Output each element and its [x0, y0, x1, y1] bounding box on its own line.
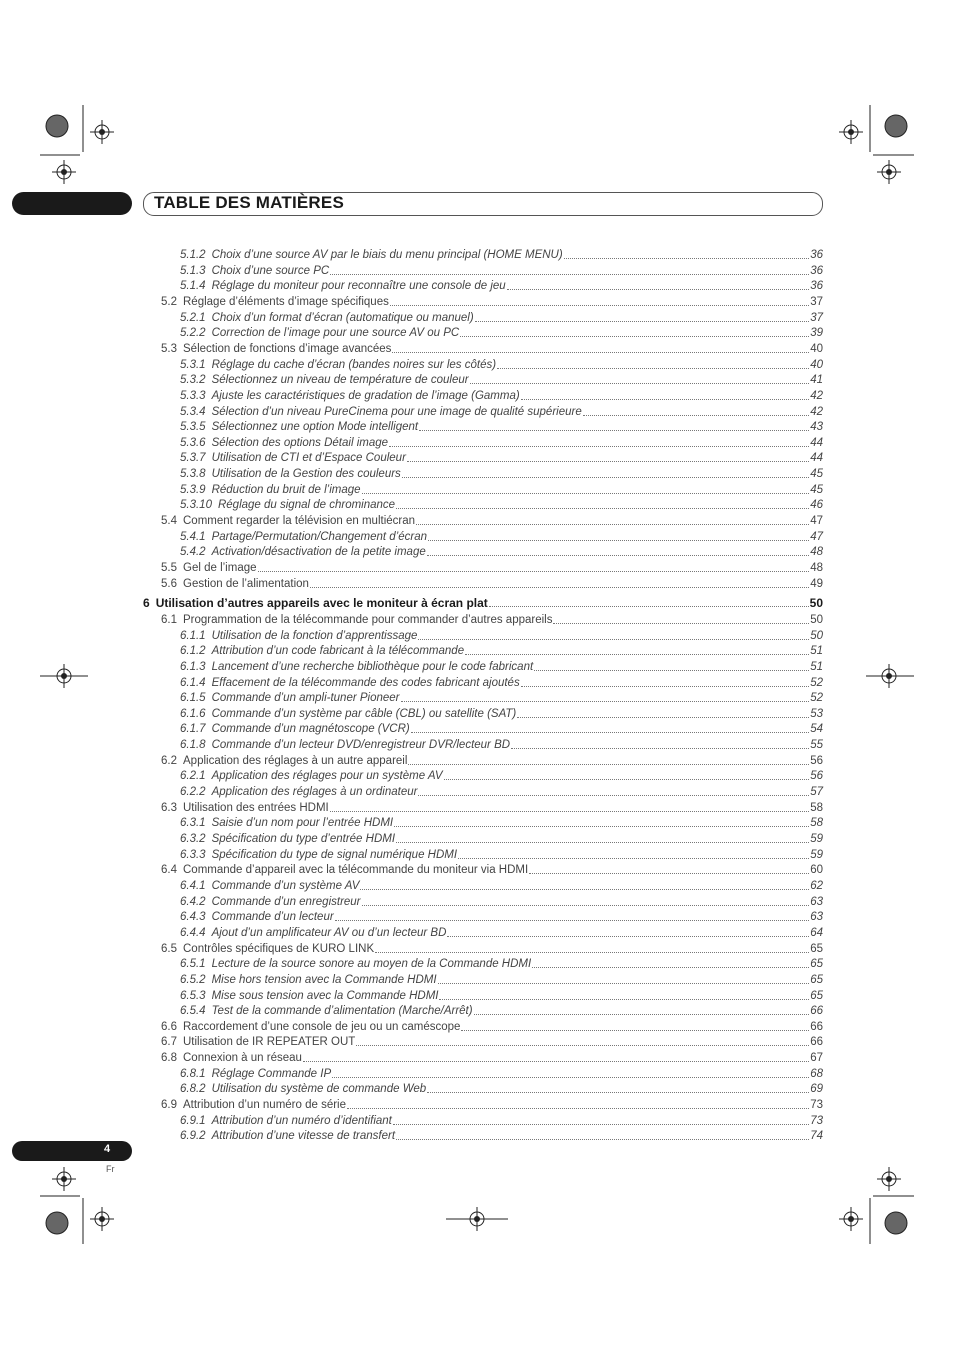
toc-entry-title: Commande d’appareil avec la télécommande du moniteur via HDMI [183, 864, 529, 876]
dot-leader [511, 738, 809, 749]
dot-leader [407, 451, 809, 462]
toc-entry-number: 5.2 [161, 296, 177, 308]
toc-entry-page: 55 [810, 739, 823, 751]
toc-entry [180, 785, 823, 800]
toc-entry-page: 58 [810, 802, 823, 814]
toc-entry-page: 73 [810, 1099, 823, 1111]
toc-entry [161, 1020, 823, 1035]
toc-entry-title: Effacement de la télécommande des codes fabricant ajoutés [211, 677, 520, 689]
toc-entry [180, 279, 823, 294]
dot-leader [401, 691, 810, 702]
toc-entry-title: Attribution d’un code fabricant à la télécommande [211, 645, 465, 657]
toc-entry-page: 37 [810, 312, 823, 324]
toc-entry-title: Utilisation du système de commande Web [211, 1083, 427, 1095]
toc-entry-title: Commande d’un enregistreur [211, 896, 361, 908]
toc-entry-title: Commande d’un ampli-tuner Pioneer [211, 692, 400, 704]
dot-leader [427, 545, 809, 556]
toc-entry-page: 63 [810, 911, 823, 923]
toc-entry [180, 1004, 823, 1019]
toc-entry-title: Mise sous tension avec la Commande HDMI [211, 990, 439, 1002]
page-title: TABLE DES MATIÈRES [154, 193, 344, 212]
toc-entry [180, 436, 823, 451]
toc-entry-title: Ajout d’un amplificateur AV ou d’un lecteur BD [211, 927, 447, 939]
toc-entry-number: 6.9.2 [180, 1130, 206, 1142]
toc-entry-title: Ajuste les caractéristiques de gradation de l’image (Gamma) [211, 390, 520, 402]
toc-entry [180, 373, 823, 388]
toc-entry [180, 498, 823, 513]
toc-entry-title: Réglage du moniteur pour reconnaître une console de jeu [211, 280, 506, 292]
dot-leader [396, 832, 809, 843]
dot-leader [402, 467, 809, 478]
toc-entry [161, 577, 823, 592]
dot-leader [347, 1098, 809, 1109]
toc-entry-title: Utilisation d’autres appareils avec le moniteur à écran plat [155, 596, 488, 610]
toc-entry-page: 56 [810, 755, 823, 767]
toc-entry-page: 40 [810, 343, 823, 355]
dot-leader [439, 989, 809, 1000]
dot-leader [489, 596, 809, 607]
toc-entry-page: 42 [810, 390, 823, 402]
toc-entry [161, 613, 823, 628]
toc-entry-page: 54 [810, 723, 823, 735]
toc-entry [161, 801, 823, 816]
dot-leader [396, 1129, 809, 1140]
dot-leader [258, 561, 810, 572]
toc-entry-page: 60 [810, 864, 823, 876]
toc-entry-page: 67 [810, 1052, 823, 1064]
toc-entry-page: 48 [810, 546, 823, 558]
toc-entry-title: Connexion à un réseau [183, 1052, 302, 1064]
toc-entry-page: 65 [810, 974, 823, 986]
dot-leader [532, 957, 809, 968]
toc-entry-number: 5.4.1 [180, 531, 206, 543]
toc-entry [180, 358, 823, 373]
toc-entry-number: 6.3.2 [180, 833, 206, 845]
toc-entry-title: Commande d’un système AV [211, 880, 360, 892]
dot-leader [497, 358, 809, 369]
toc-entry-title: Sélectionnez un niveau de température de couleur [211, 374, 469, 386]
dot-leader [465, 644, 809, 655]
dot-leader [427, 1082, 809, 1093]
toc-entry-number: 5.2.2 [180, 327, 206, 339]
toc-entry [180, 926, 823, 941]
dot-leader [418, 629, 809, 640]
toc-entry-title: Correction de l’image pour une source AV ou PC [211, 327, 460, 339]
dot-leader [394, 816, 809, 827]
toc-entry [161, 1051, 823, 1066]
toc-entry-page: 62 [810, 880, 823, 892]
dot-leader [507, 279, 810, 290]
toc-entry [180, 483, 823, 498]
dot-leader [438, 973, 810, 984]
toc-entry-number: 6.1.1 [180, 630, 206, 642]
toc-entry-page: 59 [810, 849, 823, 861]
toc-entry-page: 44 [810, 452, 823, 464]
toc-entry-number: 5.3.2 [180, 374, 206, 386]
toc-entry-number: 6.1.7 [180, 723, 206, 735]
toc-entry [161, 754, 823, 769]
toc-entry [143, 596, 823, 611]
toc-entry [161, 1035, 823, 1050]
toc-entry-title: Spécification du type d’entrée HDMI [211, 833, 396, 845]
toc-entry [180, 879, 823, 894]
toc-entry-title: Comment regarder la télévision en multiécran [183, 515, 416, 527]
dot-leader [396, 498, 809, 509]
toc-entry-title: Sélection des options Détail image [211, 437, 389, 449]
toc-entry-number: 6.2.1 [180, 770, 206, 782]
toc-entry-page: 52 [810, 692, 823, 704]
toc-entry [180, 629, 823, 644]
toc-entry-page: 65 [810, 990, 823, 1002]
toc-entry-number: 6.3.3 [180, 849, 206, 861]
toc-entry-title: Application des réglages pour un système AV [211, 770, 443, 782]
toc-entry [180, 832, 823, 847]
dot-leader [416, 514, 809, 525]
toc-entry-number: 6.8 [161, 1052, 177, 1064]
toc-entry-page: 45 [810, 484, 823, 496]
dot-leader [475, 311, 810, 322]
toc-entry-number: 6.3.1 [180, 817, 206, 829]
toc-entry [180, 1082, 823, 1097]
toc-entry-title: Sélection d’un niveau PureCinema pour une image de qualité supérieure [211, 406, 582, 418]
toc-entry [180, 405, 823, 420]
toc-entry-number: 6.1.4 [180, 677, 206, 689]
toc-entry [180, 816, 823, 831]
toc-entry [161, 863, 823, 878]
toc-entry-number: 6.5.2 [180, 974, 206, 986]
toc-entry-number: 6.8.2 [180, 1083, 206, 1095]
toc-entry [180, 738, 823, 753]
toc-entry [180, 691, 823, 706]
toc-entry [180, 644, 823, 659]
dot-leader [330, 264, 809, 275]
toc-entry-number: 6.5.1 [180, 958, 206, 970]
toc-entry [180, 910, 823, 925]
toc-entry-page: 44 [810, 437, 823, 449]
toc-entry [180, 530, 823, 545]
toc-entry-title: Sélection de fonctions d’image avancées [183, 343, 392, 355]
toc-entry-page: 47 [810, 531, 823, 543]
toc-entry-number: 5.3.1 [180, 359, 206, 371]
dot-leader [553, 613, 809, 624]
toc-entry-number: 6.8.1 [180, 1068, 206, 1080]
dot-leader [447, 926, 809, 937]
toc-entry-title: Programmation de la télécommande pour commander d’autres appareils [183, 614, 553, 626]
toc-entry-title: Attribution d’un numéro d’identifiant [211, 1115, 392, 1127]
dot-leader [362, 895, 810, 906]
toc-entry-page: 36 [810, 280, 823, 292]
toc-entry-page: 66 [810, 1005, 823, 1017]
toc-entry-title: Réglage du signal de chrominance [217, 499, 396, 511]
dot-leader [458, 848, 809, 859]
toc-entry-number: 5.3.5 [180, 421, 206, 433]
toc-entry [180, 264, 823, 279]
toc-entry [180, 1114, 823, 1129]
dot-leader [392, 342, 809, 353]
dot-leader [362, 483, 810, 494]
toc-entry [161, 295, 823, 310]
toc-entry [180, 957, 823, 972]
toc-entry-number: 5.3.4 [180, 406, 206, 418]
toc-entry-title: Utilisation de la fonction d’apprentissage [211, 630, 418, 642]
toc-entry-page: 56 [810, 770, 823, 782]
toc-entry-page: 52 [810, 677, 823, 689]
toc-entry-title: Gestion de l’alimentation [183, 578, 309, 590]
dot-leader [534, 660, 809, 671]
toc-entry-number: 5.6 [161, 578, 177, 590]
toc-entry-number: 6.1.6 [180, 708, 206, 720]
toc-entry-page: 40 [810, 359, 823, 371]
toc-entry-page: 59 [810, 833, 823, 845]
toc-entry-title: Test de la commande d’alimentation (Marche/Arrêt) [211, 1005, 473, 1017]
dot-leader [460, 326, 809, 337]
toc-entry-number: 6.4.1 [180, 880, 206, 892]
toc-entry-title: Raccordement d’une console de jeu ou un caméscope [183, 1021, 461, 1033]
toc-entry-title: Saisie d’un nom pour l’entrée HDMI [211, 817, 394, 829]
toc-entry-number: 6 [143, 596, 150, 610]
toc-entry-number: 5.3.7 [180, 452, 206, 464]
toc-entry [180, 895, 823, 910]
toc-entry-number: 5.3 [161, 343, 177, 355]
toc-entry [180, 722, 823, 737]
toc-entry-number: 6.1.8 [180, 739, 206, 751]
toc-entry-page: 50 [810, 630, 823, 642]
toc-entry-page: 65 [810, 943, 823, 955]
toc-entry-page: 68 [810, 1068, 823, 1080]
toc-entry-title: Lecture de la source sonore au moyen de la Commande HDMI [211, 958, 532, 970]
toc-entry-page: 42 [810, 406, 823, 418]
toc-entry-number: 5.3.9 [180, 484, 206, 496]
toc-entry-page: 57 [810, 786, 823, 798]
dot-leader [332, 1067, 809, 1078]
toc-entry-title: Utilisation de la Gestion des couleurs [211, 468, 401, 480]
toc-entry-number: 5.3.8 [180, 468, 206, 480]
toc-entry-page: 50 [810, 614, 823, 626]
toc-entry-number: 5.1.3 [180, 265, 206, 277]
toc-entry-number: 6.5.3 [180, 990, 206, 1002]
toc-entry-title: Lancement d’une recherche bibliothèque pour le code fabricant [211, 661, 534, 673]
dot-leader [393, 1114, 809, 1125]
toc-entry-number: 5.2.1 [180, 312, 206, 324]
header-tab [12, 192, 132, 215]
page-number: 4 [104, 1143, 111, 1155]
toc-entry [161, 942, 823, 957]
toc-entry-number: 6.6 [161, 1021, 177, 1033]
dot-leader [408, 754, 809, 765]
toc-entry-title: Attribution d’un numéro de série [183, 1099, 347, 1111]
toc-entry-title: Contrôles spécifiques de KURO LINK [183, 943, 375, 955]
dot-leader [335, 910, 810, 921]
toc-entry [180, 467, 823, 482]
toc-entry [180, 660, 823, 675]
dot-leader [389, 436, 809, 447]
toc-entry [180, 389, 823, 404]
toc-entry-title: Commande d’un lecteur [211, 911, 334, 923]
language-code: Fr [106, 1164, 115, 1174]
toc-entry [180, 989, 823, 1004]
toc-entry-page: 45 [810, 468, 823, 480]
toc-entry-page: 49 [810, 578, 823, 590]
toc-entry [180, 769, 823, 784]
toc-entry-page: 51 [810, 661, 823, 673]
toc-entry-title: Gel de l’image [183, 562, 257, 574]
toc-entry-title: Utilisation des entrées HDMI [183, 802, 329, 814]
page-number-tab [12, 1141, 132, 1161]
toc-entry-title: Sélectionnez une option Mode intelligent [211, 421, 419, 433]
dot-leader [310, 577, 809, 588]
toc-entry [180, 420, 823, 435]
toc-entry [180, 1129, 823, 1144]
toc-entry [180, 707, 823, 722]
toc-entry-title: Activation/désactivation de la petite image [211, 546, 426, 558]
dot-leader [529, 863, 809, 874]
toc-entry-number: 6.2 [161, 755, 177, 767]
toc-entry [180, 311, 823, 326]
toc-entry-title: Commande d’un magnétoscope (VCR) [211, 723, 410, 735]
toc-entry-title: Application des réglages à un ordinateur [211, 786, 418, 798]
toc-entry-page: 46 [810, 499, 823, 511]
toc-entry-number: 6.5.4 [180, 1005, 206, 1017]
toc-entry-number: 6.7 [161, 1036, 177, 1048]
toc-entry-page: 53 [810, 708, 823, 720]
toc-entry-page: 50 [809, 596, 823, 610]
toc-entry-title: Commande d’un lecteur DVD/enregistreur DVR/lecteur BD [211, 739, 511, 751]
toc-entry-page: 37 [810, 296, 823, 308]
toc-entry [180, 545, 823, 560]
toc-entry-number: 5.5 [161, 562, 177, 574]
toc-entry-title: Réglage du cache d’écran (bandes noires sur les côtés) [211, 359, 497, 371]
toc-entry [161, 514, 823, 529]
dot-leader [474, 1004, 810, 1015]
dot-leader [521, 389, 810, 400]
dot-leader [390, 295, 809, 306]
toc-entry-number: 6.4.3 [180, 911, 206, 923]
toc-entry-page: 48 [810, 562, 823, 574]
toc-entry-number: 5.3.3 [180, 390, 206, 402]
toc-entry [180, 973, 823, 988]
toc-entry-page: 43 [810, 421, 823, 433]
dot-leader [419, 420, 809, 431]
toc-entry [180, 1067, 823, 1082]
toc-entry-page: 36 [810, 249, 823, 261]
toc-entry-title: Réglage Commande IP [211, 1068, 332, 1080]
toc-entry [161, 342, 823, 357]
dot-leader [461, 1020, 809, 1031]
toc-entry-title: Partage/Permutation/Changement d’écran [211, 531, 428, 543]
toc-entry-number: 6.1.5 [180, 692, 206, 704]
toc-entry-number: 6.1 [161, 614, 177, 626]
toc-entry [161, 561, 823, 576]
toc-entry-title: Choix d’un format d’écran (automatique ou manuel) [211, 312, 474, 324]
dot-leader [444, 769, 810, 780]
dot-leader [360, 879, 809, 890]
dot-leader [411, 722, 809, 733]
toc-entry-number: 6.9.1 [180, 1115, 206, 1127]
toc-entry-title: Commande d’un système par câble (CBL) ou satellite (SAT) [211, 708, 517, 720]
dot-leader [521, 676, 810, 687]
toc-entry [180, 848, 823, 863]
toc-entry-number: 6.2.2 [180, 786, 206, 798]
toc-entry-number: 6.1.2 [180, 645, 206, 657]
dot-leader [428, 530, 809, 541]
toc-entry-number: 5.1.4 [180, 280, 206, 292]
toc-entry-page: 73 [810, 1115, 823, 1127]
toc-entry-title: Attribution d’une vitesse de transfert [211, 1130, 396, 1142]
toc-entry-number: 6.9 [161, 1099, 177, 1111]
toc-entry-page: 39 [810, 327, 823, 339]
toc-entry-page: 36 [810, 265, 823, 277]
toc-entry-page: 64 [810, 927, 823, 939]
toc-entry-number: 6.4.4 [180, 927, 206, 939]
dot-leader [418, 785, 809, 796]
toc-entry-number: 6.3 [161, 802, 177, 814]
toc-entry-title: Spécification du type de signal numérique HDMI [211, 849, 458, 861]
toc-entry-title: Réduction du bruit de l’image [211, 484, 361, 496]
dot-leader [303, 1051, 809, 1062]
dot-leader [564, 248, 810, 259]
dot-leader [470, 373, 810, 384]
toc-entry-page: 47 [810, 515, 823, 527]
toc-entry [180, 676, 823, 691]
toc-entry-number: 5.3.10 [180, 499, 212, 511]
toc-entry-page: 66 [810, 1021, 823, 1033]
toc-entry-page: 66 [810, 1036, 823, 1048]
toc-entry [180, 451, 823, 466]
dot-leader [517, 707, 809, 718]
toc-entry-page: 69 [810, 1083, 823, 1095]
toc-entry-page: 74 [810, 1130, 823, 1142]
toc-entry-title: Utilisation de IR REPEATER OUT [183, 1036, 356, 1048]
toc-entry [180, 326, 823, 341]
toc-entry-number: 5.4 [161, 515, 177, 527]
toc-entry-number: 5.1.2 [180, 249, 206, 261]
toc-entry-number: 6.4 [161, 864, 177, 876]
toc-entry-title: Utilisation de CTI et d’Espace Couleur [211, 452, 406, 464]
toc-entry [180, 248, 823, 263]
toc-entry-number: 5.3.6 [180, 437, 206, 449]
toc-entry-title: Application des réglages à un autre appareil [183, 755, 408, 767]
dot-leader [356, 1035, 809, 1046]
toc-entry-page: 58 [810, 817, 823, 829]
toc-entry-page: 65 [810, 958, 823, 970]
toc-entry-number: 6.5 [161, 943, 177, 955]
toc-entry [161, 1098, 823, 1113]
toc-entry-number: 5.4.2 [180, 546, 206, 558]
dot-leader [375, 942, 809, 953]
dot-leader [583, 405, 809, 416]
toc-entry-page: 63 [810, 896, 823, 908]
toc-entry-title: Réglage d’éléments d’image spécifiques [183, 296, 389, 308]
toc-entry-number: 6.4.2 [180, 896, 206, 908]
toc-entry-title: Choix d’une source PC [211, 265, 330, 277]
toc-entry-title: Mise hors tension avec la Commande HDMI [211, 974, 437, 986]
toc-entry-page: 41 [810, 374, 823, 386]
toc-entry-number: 6.1.3 [180, 661, 206, 673]
toc-entry-title: Choix d’une source AV par le biais du menu principal (HOME MENU) [211, 249, 563, 261]
dot-leader [330, 801, 809, 812]
toc-entry-page: 51 [810, 645, 823, 657]
